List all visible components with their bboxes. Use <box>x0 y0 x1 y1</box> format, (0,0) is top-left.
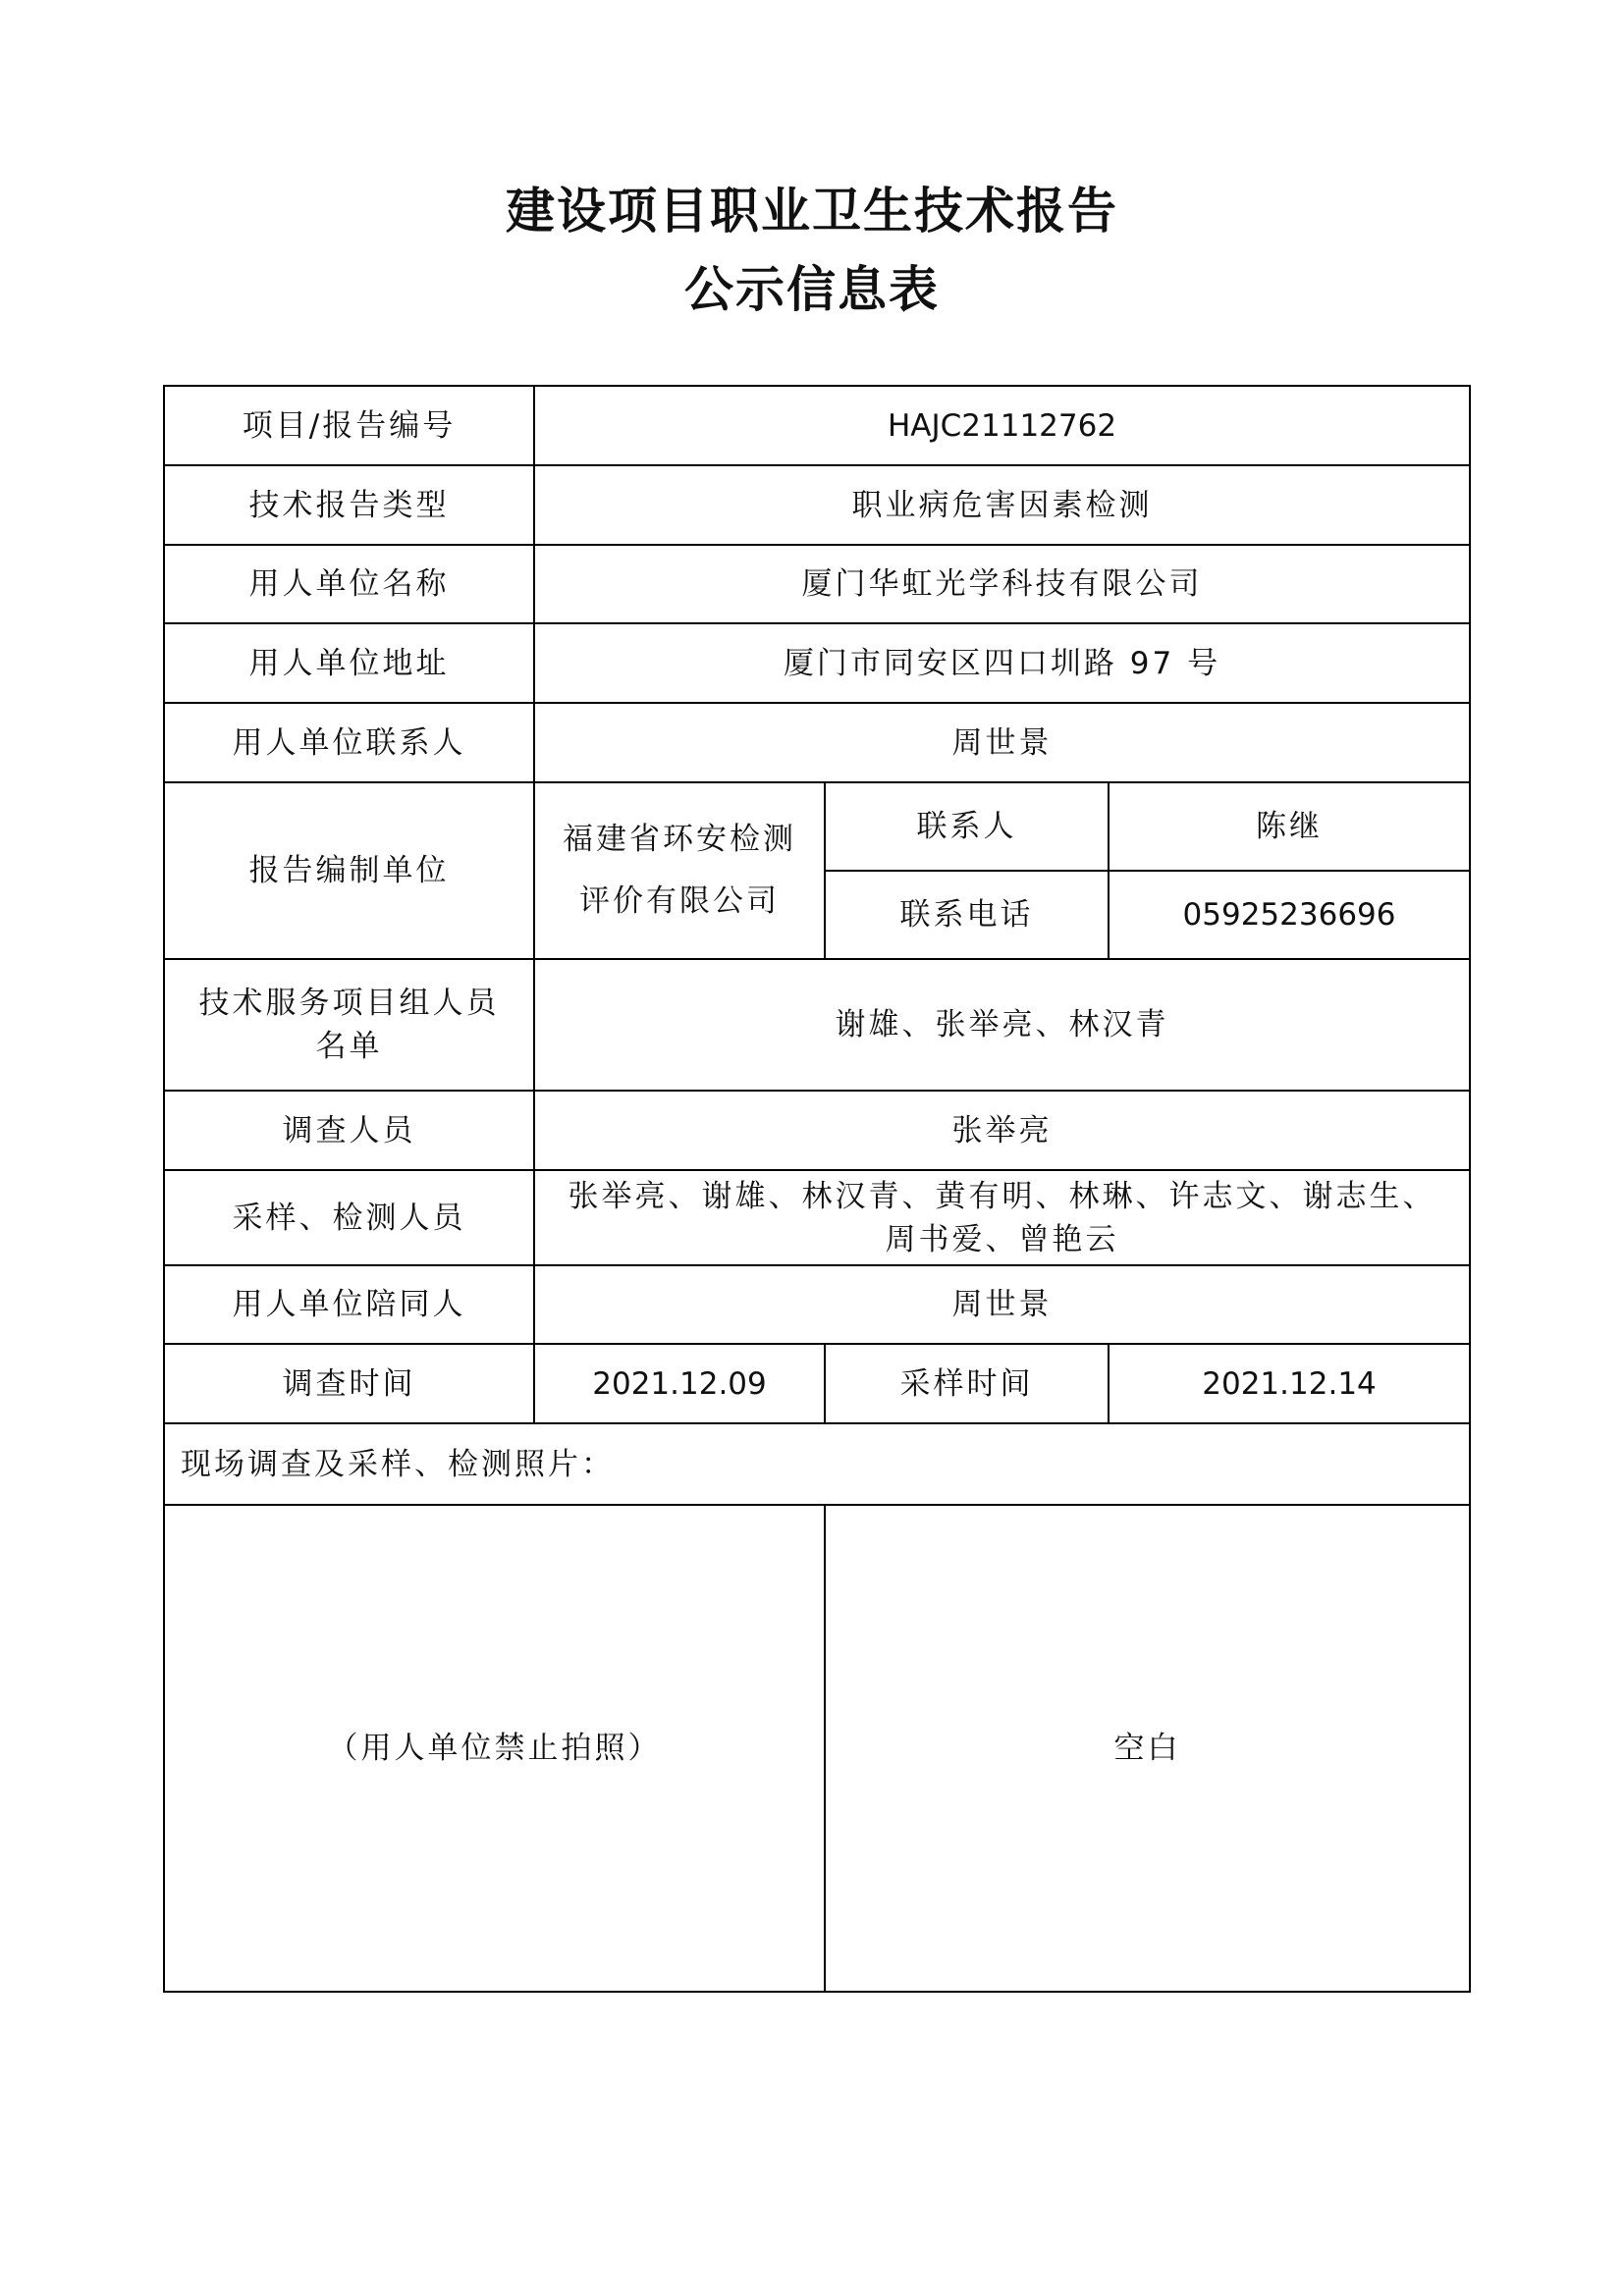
survey-time-label: 调查时间 <box>164 1344 534 1423</box>
survey-time-value: 2021.12.09 <box>534 1344 825 1423</box>
project-no-value: HAJC21112762 <box>534 386 1470 465</box>
row-employer-contact <box>164 703 1470 782</box>
info-table <box>163 385 1471 1993</box>
team-label: 技术服务项目组人员名单 <box>164 959 534 1091</box>
investigator-value: 张举亮 <box>534 1091 1470 1170</box>
photo-right-note: 空白 <box>825 1505 1470 1992</box>
sampling-time-value: 2021.12.14 <box>1109 1344 1470 1423</box>
investigator-label: 调查人员 <box>164 1091 534 1170</box>
row-photos <box>164 1505 1470 1992</box>
report-unit-contact-label: 联系人 <box>825 782 1109 871</box>
photo-left-note: （用人单位禁止拍照） <box>164 1505 825 1992</box>
report-unit-contact-value: 陈继 <box>1109 782 1470 871</box>
photos-heading: 现场调查及采样、检测照片： <box>164 1423 1470 1505</box>
employer-address-label: 用人单位地址 <box>164 623 534 703</box>
report-type-label: 技术报告类型 <box>164 465 534 545</box>
row-investigator <box>164 1091 1470 1170</box>
report-unit-value: 福建省环安检测评价有限公司 <box>534 782 825 959</box>
row-dates <box>164 1344 1470 1423</box>
row-employer-address <box>164 623 1470 703</box>
employer-name-label: 用人单位名称 <box>164 545 534 623</box>
report-unit-label: 报告编制单位 <box>164 782 534 959</box>
employer-address-value: 厦门市同安区四口圳路 97 号 <box>534 623 1470 703</box>
report-unit-phone-label: 联系电话 <box>825 871 1109 959</box>
row-team <box>164 959 1470 1091</box>
row-samplers <box>164 1170 1470 1265</box>
sampling-time-label: 采样时间 <box>825 1344 1109 1423</box>
escort-label: 用人单位陪同人 <box>164 1265 534 1344</box>
row-report-type <box>164 465 1470 545</box>
employer-name-value: 厦门华虹光学科技有限公司 <box>534 545 1470 623</box>
samplers-value: 张举亮、谢雄、林汉青、黄有明、林琳、许志文、谢志生、周书爱、曾艳云 <box>534 1170 1470 1265</box>
employer-contact-value: 周世景 <box>534 703 1470 782</box>
document-subtitle: 公示信息表 <box>684 260 940 318</box>
team-value: 谢雄、张举亮、林汉青 <box>534 959 1470 1091</box>
escort-value: 周世景 <box>534 1265 1470 1344</box>
row-report-unit-contact <box>164 782 1470 871</box>
report-unit-phone-value: 05925236696 <box>1109 871 1470 959</box>
row-project-no <box>164 386 1470 465</box>
document-title: 建设项目职业卫生技术报告 <box>506 182 1118 240</box>
row-employer-name <box>164 545 1470 623</box>
report-type-value: 职业病危害因素检测 <box>534 465 1470 545</box>
samplers-label: 采样、检测人员 <box>164 1170 534 1265</box>
row-photos-heading <box>164 1423 1470 1505</box>
row-escort <box>164 1265 1470 1344</box>
project-no-label: 项目/报告编号 <box>164 386 534 465</box>
employer-contact-label: 用人单位联系人 <box>164 703 534 782</box>
